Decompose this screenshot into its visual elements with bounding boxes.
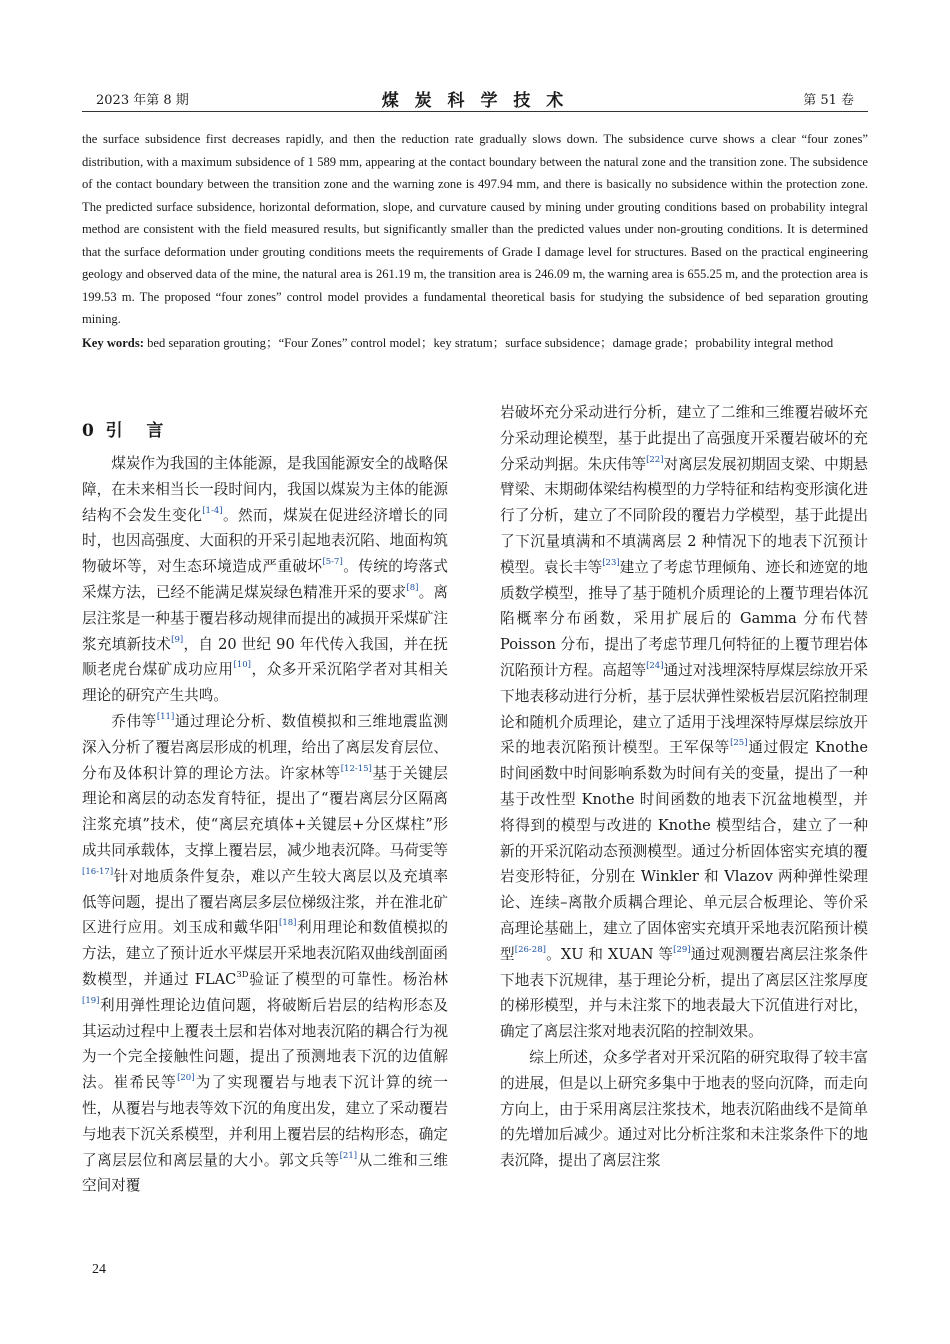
citation[interactable]: [29] (673, 944, 691, 955)
right-column (500, 400, 868, 1174)
intro-paragraph-3: 综上所述，众多学者对开采沉陷的研究取得了较丰富的进展，但是以上研究多集中于地表的竖向沉降，而走向方向上，由于采用离层注浆技术，地表沉陷曲线不是简单的先增加后减少。通过对比分析注浆和未注浆条件下的地表沉降，提出了离层注浆 (500, 1048, 868, 1170)
citation[interactable]: [22] (646, 454, 664, 465)
citation[interactable]: [16-17] (82, 866, 114, 877)
intro-paragraph-2-continued: 岩破坏充分采动进行分析，建立了二维和三维覆岩破坏充分采动理论模型，基于此提出了高强度开采覆岩破坏的充分采动判据。朱庆伟等[22]对离层发展初期固支梁、中期悬臂梁、末期砌体梁结构模型的力学特征和结构变形演化进行了分析，建立了不同阶段的覆岩力学模型，基于此提出了下沉量填满和不填满离层 2 种情况下的地表下沉预计模型。袁长丰等[23]建立了考虑节理倾角、迹长和迹宽的地质数学模型，推导了基于随机介质理论的上覆节理岩体沉陷概率分布函数，采用扩展后的 Gamma 分布代替 Poisson 分布，提出了考虑节理几何特征的上覆节理岩体沉陷预计方程。高超等[24]通过对浅埋深特厚煤层综放开采下地表移动进行分析，基于层状弹性梁板岩层沉陷控制理论和随机介质理论，建立了适用于浅埋深特厚煤层综放开采的地表沉陷预计模型。王军保等[25]通过假定 Knothe 时间函数中时间影响系数为时间有关的变量，提出了一种基于改性型 Knothe 时间函数的地表下沉盆地模型，并将得到的模型与改进的 Knothe 模型结合，建立了一种新的开采沉陷动态预测模型。通过分析固体密实充填的覆岩变形特征，分别在 Winkler 和 Vlazov 两种弹性梁理论、连续–离散介质耦合理论、单元层合板理论、等价采高理论基础上，建立了固体密实充填开采地表沉陷预计模型[26-28]。XU 和 XUAN 等[29]通过观测覆岩离层注浆条件下地表下沉规律，基于理论分析，提出了离层区注浆厚度的梯形模型，并与未注浆下的地表最大下沉值进行对比，确定了离层注浆对地表沉陷的控制效果。 (500, 404, 868, 1041)
header-rule (82, 111, 868, 112)
section-heading-introduction: 0 引 言 (82, 421, 164, 441)
intro-paragraph-2: 乔伟等[11]通过理论分析、数值模拟和三维地震监测深入分析了覆岩离层形成的机理，给出了离层发育层位、分布及体积计算的理论方法。许家林等[12-15]基于关键层理论和离层的动态发育特征，提出了“覆岩离层分区隔离注浆充填”技术，使“离层充填体+关键层+分区煤柱”形成共同承载体，支撑上覆岩层，减少地表沉降。马荷雯等[16-17]针对地质条件复杂，难以产生较大离层以及充填率低等问题，提出了覆岩离层多层位梯级注浆，并在淮北矿区进行应用。刘玉成和戴华阳[18]利用理论和数值模拟的方法，建立了预计近水平煤层开采地表沉陷双曲线剖面函数模型，并通过 $FLAC^{3D}$验证了模型的可靠性。杨治林[19]利用弹性理论边值问题，将破断后岩层的结构形态及其运动过程中上覆表土层和岩体对地表沉陷的耦合行为视为一个完全接触性问题，提出了预测地表下沉的边值解法。崔希民等[20]为了实现覆岩与地表下沉计算的统一性，从覆岩与地表等效下沉的角度出发，建立了采动覆岩与地表下沉关系模型，并利用上覆岩层的结构形态，确定了离层层位和离层量的大小。郭文兵等[21]从二维和三维空间对覆 (82, 711, 448, 1195)
issue-label: 2023 年第 8 期 (96, 93, 189, 108)
journal-title: 煤 炭 科 学 技 术 (381, 91, 569, 111)
citation[interactable]: [8] (406, 582, 419, 593)
citation[interactable]: [19] (82, 995, 100, 1006)
citation[interactable]: [11] (156, 711, 175, 722)
page-number: 24 (92, 1262, 106, 1277)
keywords-label: Key words: (82, 336, 144, 350)
citation[interactable]: [9] (171, 634, 184, 645)
citation[interactable]: [10] (233, 660, 251, 671)
volume-label: 第 51 卷 (803, 93, 854, 108)
abstract-text: the surface subsidence first decreases rapidly, and then the reduction rate gradually slows down. The subsidence curve shows a clear “four zones” distribution, with a maximum subsidence of 1 589 mm, appearing at the contact boundary between the natural zone and the transition zone. The subsidence of the contact boundary between the transition zone and the warning zone is 497.94 mm, and there is basically no subsidence within the protection zone. The predicted surface subsidence, horizontal deformation, slope, and curvature caused by mining under grouting conditions based on probability integral method are consistent with the field measured results, but significantly smaller than the predicted values under non-grouting conditions. It is determined that the surface deformation under grouting conditions meets the requirements of Grade I damage level for structures. Based on the practical engineering geology and observed data of the mine, the natural area is 261.19 m, the transition area is 246.09 m, the warning area is 655.25 m, and the protection area is 199.53 m. The proposed “four zones” control model provides a fundamental theoretical basis for studying the subsidence of bed separation grouting mining. (82, 132, 868, 326)
superscript-3d: 3D (236, 969, 249, 980)
citation[interactable]: [25] (730, 738, 748, 749)
citation[interactable]: [21] (339, 1150, 358, 1161)
citation[interactable]: [24] (646, 660, 664, 671)
citation[interactable]: [23] (602, 557, 620, 568)
citation[interactable]: [5-7] (322, 557, 343, 568)
running-header (82, 86, 868, 110)
keywords (82, 332, 868, 355)
citation[interactable]: [12-15] (340, 763, 372, 774)
citation[interactable]: [20] (177, 1073, 195, 1084)
citation[interactable]: [18] (279, 918, 297, 929)
citation[interactable]: [26-28] (514, 944, 546, 955)
intro-paragraph-1: 煤炭作为我国的主体能源，是我国能源安全的战略保障，在未来相当长一段时间内，我国以煤炭为主体的能源结构不会发生变化[1-4]。然而，煤炭在促进经济增长的同时，也因高强度、大面积的开采引起地表沉陷、地面构筑物破坏等，对生态环境造成严重破坏[5-7]。传统的垮落式采煤方法，已经不能满足煤炭绿色精准开采的要求[8]。离层注浆是一种基于覆岩移动规律而提出的减损开采煤矿注浆充填新技术[9]，自 20 世纪 90 年代传入我国，并在抚顺老虎台煤矿成功应用[10]，众多开采沉陷学者对其相关理论的研究产生共鸣。 (82, 455, 448, 705)
keywords-text: bed separation grouting；“Four Zones” control model；key stratum；surface subsidence；damage grade；probability integral method (143, 336, 834, 350)
citation[interactable]: [1-4] (202, 505, 223, 516)
left-column (82, 451, 448, 1199)
